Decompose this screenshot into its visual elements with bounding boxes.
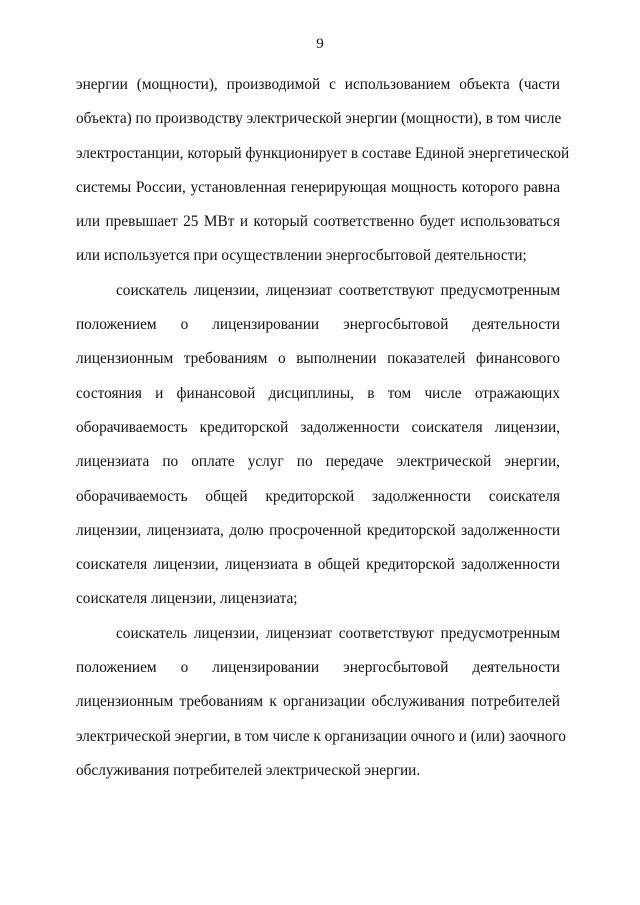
document-body bbox=[76, 68, 570, 788]
text-line: электрической энергии, в том числе к организации очного и (или) заочного bbox=[76, 727, 566, 745]
text-line: лицензии, лицензиата, долю просроченной кредиторской задолженности bbox=[76, 521, 560, 539]
text-line: лицензионным требованиям о выполнении показателей финансового bbox=[76, 350, 560, 368]
text-line: объекта) по производству электрической энергии (мощности), в том числе bbox=[76, 110, 562, 128]
text-line: или используется при осуществлении энергосбытовой деятельности; bbox=[76, 247, 527, 265]
text-line: соискатель лицензии, лицензиат соответствуют предусмотренным bbox=[116, 281, 560, 299]
text-line: соискатель лицензии, лицензиат соответствуют предусмотренным bbox=[116, 624, 560, 642]
paragraph-energy-object bbox=[76, 68, 570, 274]
text-line: оборачиваемость кредиторской задолженности соискателя лицензии, bbox=[76, 418, 560, 436]
text-line: энергии (мощности), производимой с использованием объекта (части bbox=[76, 76, 560, 93]
text-line: соискателя лицензии, лицензиата; bbox=[76, 590, 298, 608]
text-line: системы России, установленная генерирующая мощность которого равна bbox=[76, 178, 560, 196]
text-line: состояния и финансовой дисциплины, в том числе отражающих bbox=[76, 384, 560, 402]
text-line: положением о лицензировании энергосбытовой деятельности bbox=[76, 659, 560, 677]
text-line: положением о лицензировании энергосбытовой деятельности bbox=[76, 316, 560, 334]
paragraph-customer-service bbox=[76, 617, 566, 788]
text-line: соискателя лицензии, лицензиата в общей кредиторской задолженности bbox=[76, 556, 560, 574]
page-number: 9 bbox=[316, 36, 324, 52]
text-line: лицензионным требованиям к организации обслуживания потребителей bbox=[76, 693, 560, 711]
text-line: оборачиваемость общей кредиторской задолженности соискателя bbox=[76, 487, 560, 505]
text-line: обслуживания потребителей электрической энергии. bbox=[76, 761, 421, 779]
text-line: или превышает 25 МВт и который соответственно будет использоваться bbox=[76, 213, 560, 231]
text-line: электростанции, который функционирует в составе Единой энергетической bbox=[76, 144, 570, 162]
paragraph-financial-requirements bbox=[76, 274, 560, 617]
text-line: лицензиата по оплате услуг по передаче электрической энергии, bbox=[76, 453, 560, 471]
